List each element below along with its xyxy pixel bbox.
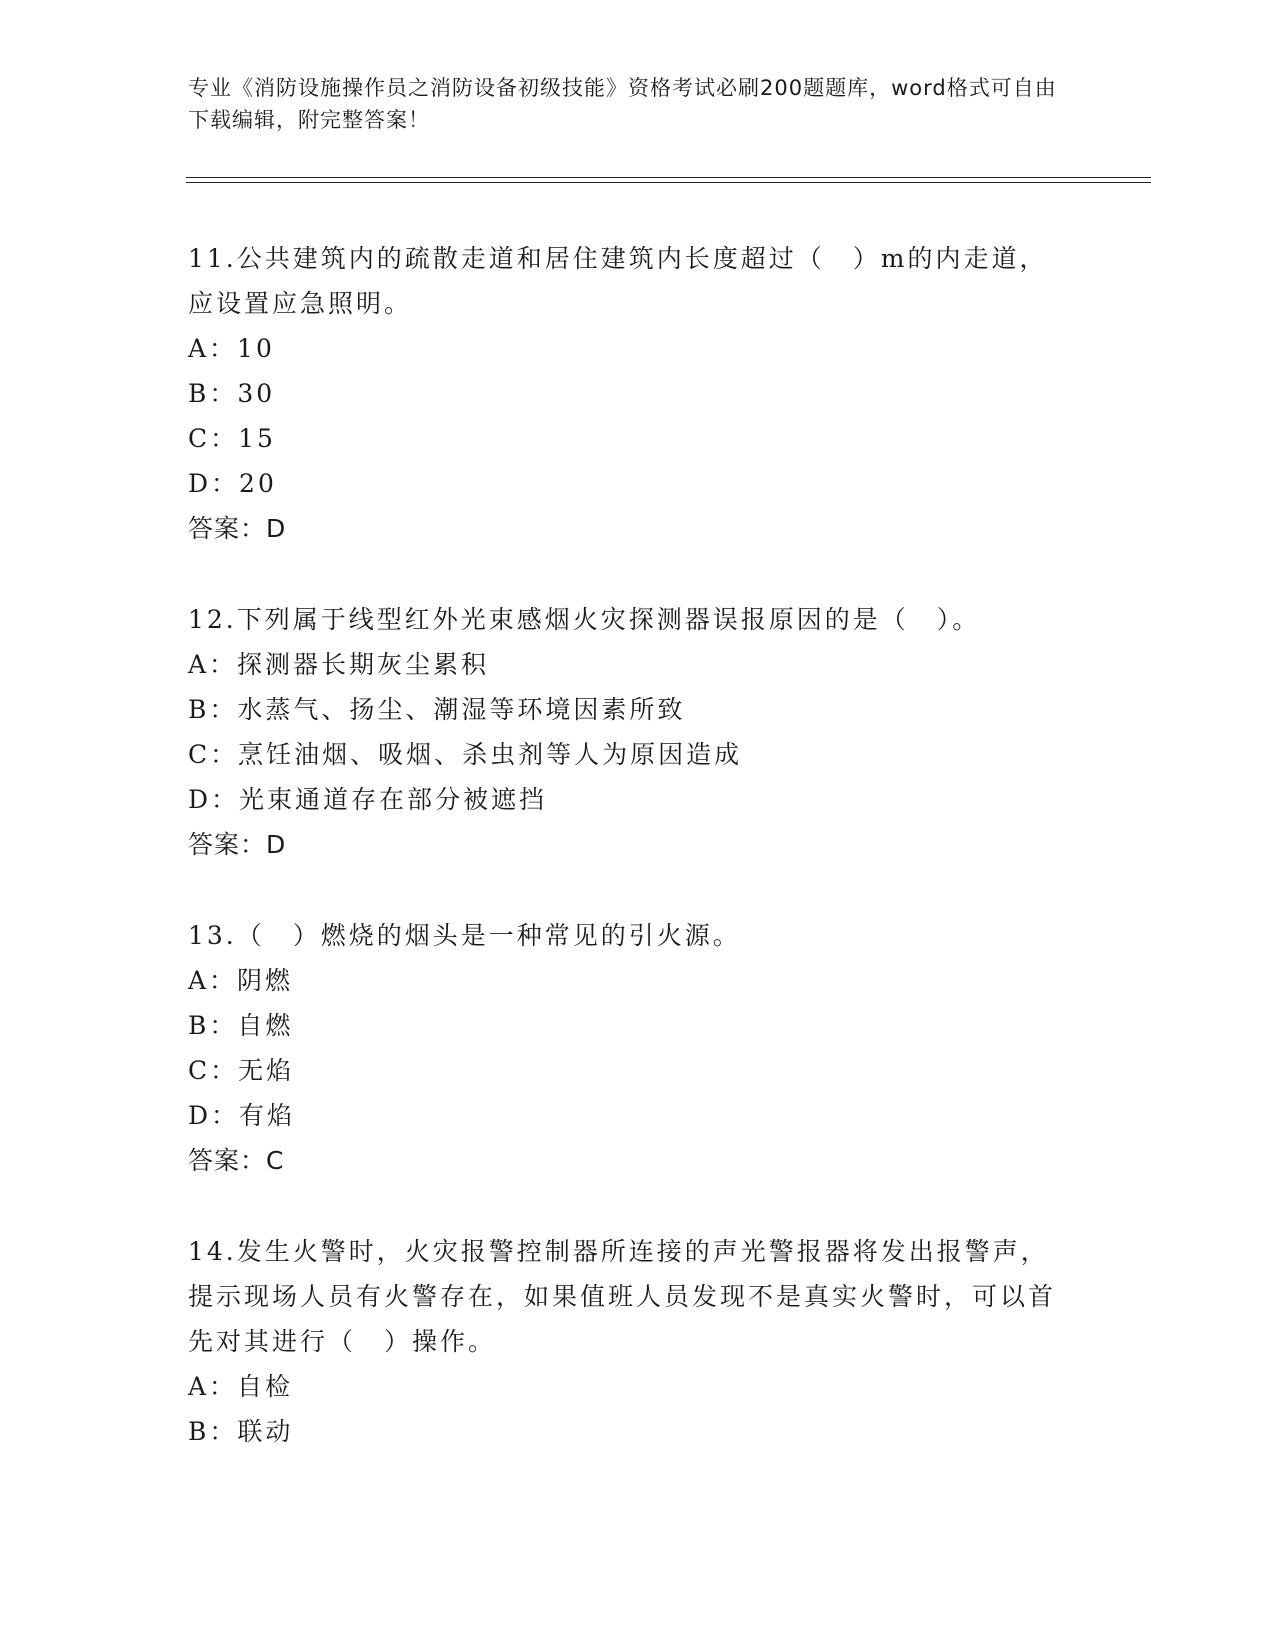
option-d: D：光束通道存在部分被遮挡 xyxy=(188,785,548,814)
option-d: D：有焰 xyxy=(188,1101,296,1130)
question-text: 13.（ ）燃烧的烟头是一种常见的引火源。 xyxy=(188,921,741,950)
answer-line: 答案：D xyxy=(188,830,287,859)
question-12 xyxy=(188,597,1068,867)
question-text: 11.公共建筑内的疏散走道和居住建筑内长度超过（ ）m的内走道，应设置应急照明。 xyxy=(188,244,1048,318)
answer-line: 答案：C xyxy=(188,1146,285,1175)
option-c: C：烹饪油烟、吸烟、杀虫剂等人为原因造成 xyxy=(188,740,743,769)
answer-line: 答案：D xyxy=(188,514,287,543)
question-text: 12.下列属于线型红外光束感烟火灾探测器误报原因的是（ ）。 xyxy=(188,605,981,634)
header-title: 专业《消防设施操作员之消防设备初级技能》资格考试必刷200题题库，word格式可自由下载编辑，附完整答案！ xyxy=(188,76,1057,132)
question-11 xyxy=(188,236,1068,551)
header-divider-top xyxy=(186,177,1151,178)
document-header xyxy=(188,72,1078,136)
question-list xyxy=(188,236,1068,1500)
option-c: C：15 xyxy=(188,424,276,453)
option-a: A：探测器长期灰尘累积 xyxy=(188,650,490,679)
option-a: A：自检 xyxy=(188,1372,294,1401)
question-13 xyxy=(188,913,1068,1183)
option-b: B：自燃 xyxy=(188,1011,294,1040)
option-c: C：无焰 xyxy=(188,1056,295,1085)
option-b: B：水蒸气、扬尘、潮湿等环境因素所致 xyxy=(188,695,686,724)
option-d: D：20 xyxy=(188,469,277,498)
option-b: B：联动 xyxy=(188,1417,294,1446)
question-14 xyxy=(188,1229,1068,1454)
option-b: B：30 xyxy=(188,379,276,408)
question-text: 14.发生火警时，火灾报警控制器所连接的声光警报器将发出报警声，提示现场人员有火警存在，如果值班人员发现不是真实火警时，可以首先对其进行（ ）操作。 xyxy=(188,1237,1057,1356)
option-a: A：10 xyxy=(188,334,275,363)
header-divider-bottom xyxy=(186,182,1151,183)
option-a: A：阴燃 xyxy=(188,966,294,995)
